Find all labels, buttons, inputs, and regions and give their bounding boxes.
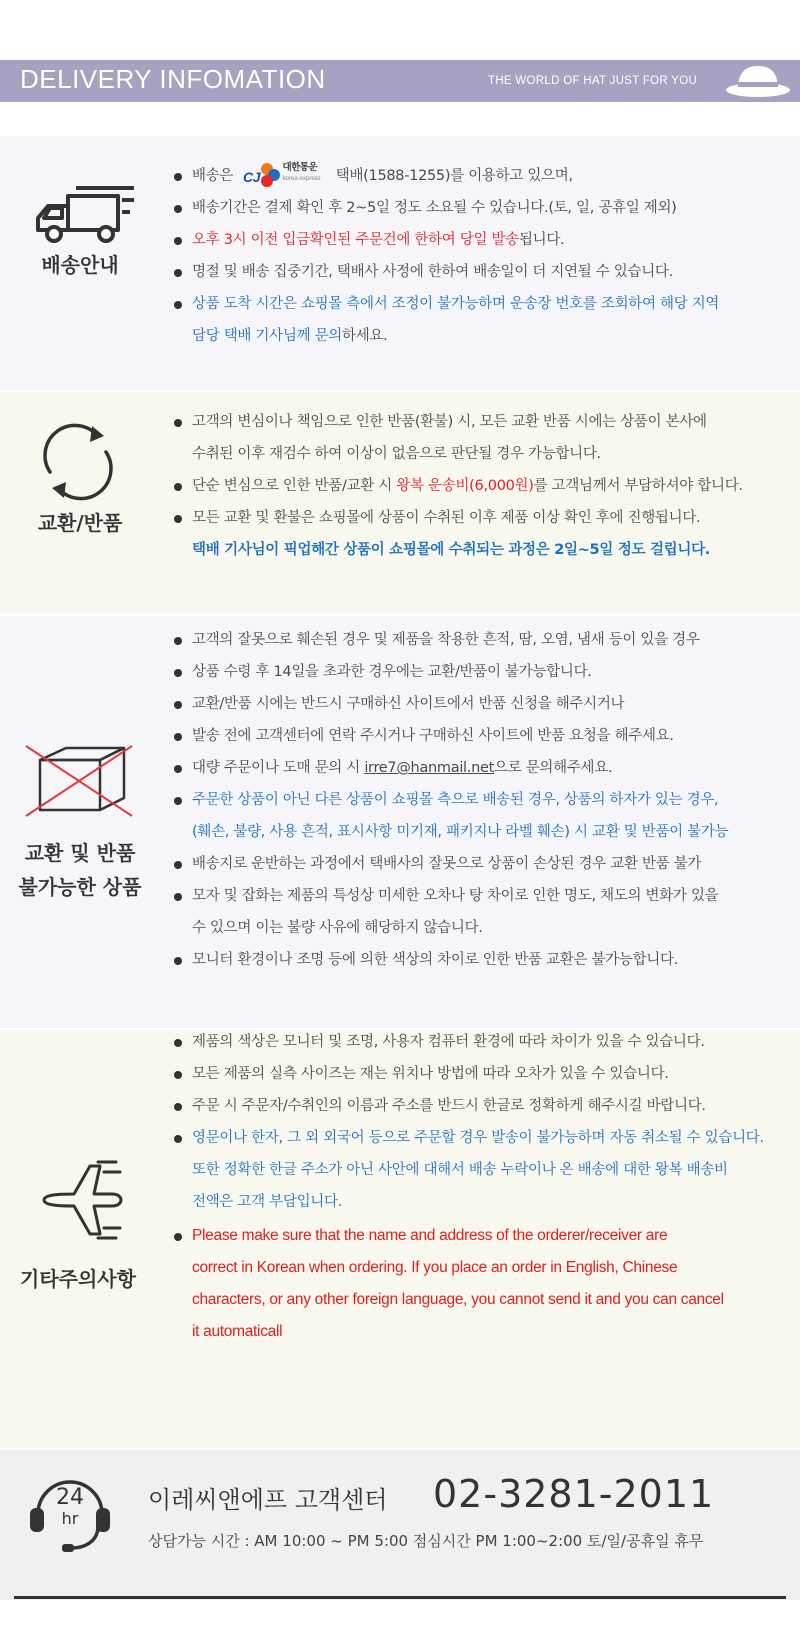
truck-icon (34, 186, 138, 246)
list-item: 제품의 색상은 모니터 및 조명, 사용자 컴퓨터 환경에 따라 차이가 있을 수 있습니다. (172, 1026, 764, 1058)
not-allowed-section (0, 616, 800, 1028)
list-item: 배송기간은 결제 확인 후 2~5일 정도 소요될 수 있습니다.(토, 일, 공휴일 제외) (172, 192, 719, 224)
list-item: Please make sure that the name and address of the orderer/receiver are correct in Korean when ordering. If you place an order in English, Chinese characters, or any other foreign language, you cannot send it and you can cancel it automaticall (172, 1220, 764, 1348)
list-item: 고객의 잘못으로 훼손된 경우 및 제품을 착용한 흔적, 땀, 오염, 냄새 등이 있을 경우 (172, 624, 728, 656)
customer-center-hours: 상담가능 시간 : AM 10:00 ~ PM 5:00 점심시간 PM 1:00~2:00 토/일/공휴일 휴무 (148, 1532, 704, 1550)
delivery-section (0, 136, 800, 390)
refresh-icon (36, 420, 120, 504)
customer-center (0, 1450, 800, 1600)
list-item: 배송은 CJ 대한통운 korea express 택배(1588-1255)를 이용하고 있으며, (172, 160, 719, 192)
exchange-label: 교환/반품 (37, 511, 123, 535)
svg-text:CJ: CJ (243, 169, 261, 185)
customer-center-phone[interactable]: 02-3281-2011 (433, 1472, 715, 1516)
not-allowed-list (172, 624, 728, 976)
list-item: 교환/반품 시에는 반드시 구매하신 사이트에서 반품 신청을 해주시거나 (172, 688, 728, 720)
delivery-label: 배송안내 (41, 253, 119, 277)
list-item: 주문 시 주문자/수취인의 이름과 주소를 반드시 한글로 정확하게 해주시길 바랍니다. (172, 1090, 764, 1122)
list-item: 상품 수령 후 14일을 초과한 경우에는 교환/반품이 불가능합니다. (172, 656, 728, 688)
not-allowed-label-1: 교환 및 반품 (24, 841, 136, 865)
airplane-icon (34, 1160, 130, 1244)
cj-logo (241, 164, 327, 188)
list-item: 고객의 변심이나 책임으로 인한 반품(환불) 시, 모든 교환 반품 시에는 상품이 본사에 수취된 이후 재검수 하여 이상이 없음으로 판단될 경우 가능합니다. (172, 406, 743, 470)
exchange-list (172, 406, 743, 566)
etc-label: 기타주의사항 (20, 1267, 136, 1291)
cj-logo-sub: korea express (282, 175, 321, 182)
list-item: 모든 교환 및 환불은 쇼핑몰에 상품이 수취된 이후 제품 이상 확인 후에 진행됩니다. 택배 기사님이 픽업해간 상품이 쇼핑몰에 수취되는 과정은 2일~5일 정도 걸립니다. (172, 502, 743, 566)
headset-24hr-icon (28, 1466, 112, 1556)
customer-center-name: 이레씨앤에프 고객센터 (148, 1486, 388, 1514)
list-item: 모니터 환경이나 조명 등에 의한 색상의 차이로 인한 반품 교환은 불가능합니다. (172, 944, 728, 976)
header-bar (0, 60, 800, 102)
svg-text:24: 24 (56, 1485, 84, 1510)
list-item: 상품 도착 시간은 쇼핑몰 측에서 조정이 불가능하며 운송장 번호를 조회하여 해당 지역 담당 택배 기사님께 문의하세요. (172, 288, 719, 352)
etc-list (172, 1026, 764, 1348)
list-item: 배송지로 운반하는 과정에서 택배사의 잘못으로 상품이 손상된 경우 교환 반품 불가 (172, 848, 728, 880)
hat-icon (724, 62, 792, 100)
svg-text:hr: hr (61, 1509, 79, 1528)
header-tagline: THE WORLD OF HAT JUST FOR YOU (488, 75, 698, 87)
page-title: DELIVERY INFOMATION (20, 64, 326, 94)
list-item: 발송 전에 고객센터에 연락 주시거나 구매하신 사이트에 반품 요청을 해주세요. (172, 720, 728, 752)
list-item: 대량 주문이나 도매 문의 시 irre7@hanmail.net으로 문의해주세요. (172, 752, 728, 784)
etc-section (0, 1030, 800, 1448)
list-item: 영문이나 한자, 그 외 외국어 등으로 주문할 경우 발송이 불가능하며 자동 취소될 수 있습니다. 또한 정확한 한글 주소가 아닌 사안에 대해서 배송 누락이나 온 배송에 대한 왕복 배송비 전액은 고객 부담입니다. (172, 1122, 764, 1218)
list-item: 모자 및 잡화는 제품의 특성상 미세한 오차나 탕 차이로 인한 명도, 채도의 변화가 있을 수 있으며 이는 불량 사유에 해당하지 않습니다. (172, 880, 728, 944)
bottom-divider (14, 1596, 786, 1599)
list-item: 단순 변심으로 인한 반품/교환 시 왕복 운송비(6,000원)를 고객님께서 부담하셔야 합니다. (172, 470, 743, 502)
list-item: 모든 제품의 실측 사이즈는 재는 위치나 방법에 따라 오차가 있을 수 있습니다. (172, 1058, 764, 1090)
list-item: 주문한 상품이 아닌 다른 상품이 쇼핑몰 측으로 배송된 경우, 상품의 하자가 있는 경우, (훼손, 불량, 사용 흔적, 표시사항 미기재, 패키지나 라벨 훼손) 시 교환 및 반품이 불가능 (172, 784, 728, 848)
delivery-list (172, 160, 719, 352)
not-allowed-label-2: 불가능한 상품 (18, 875, 142, 899)
box-crossed-icon (20, 740, 138, 820)
cj-logo-text: 대한통운 (282, 162, 318, 173)
list-item: 오후 3시 이전 입금확인된 주문건에 한하여 당일 발송됩니다. (172, 224, 719, 256)
list-item: 명절 및 배송 집중기간, 택배사 사정에 한하여 배송일이 더 지연될 수 있습니다. (172, 256, 719, 288)
email-link[interactable]: irre7@hanmail.net (364, 760, 494, 776)
exchange-section (0, 392, 800, 614)
